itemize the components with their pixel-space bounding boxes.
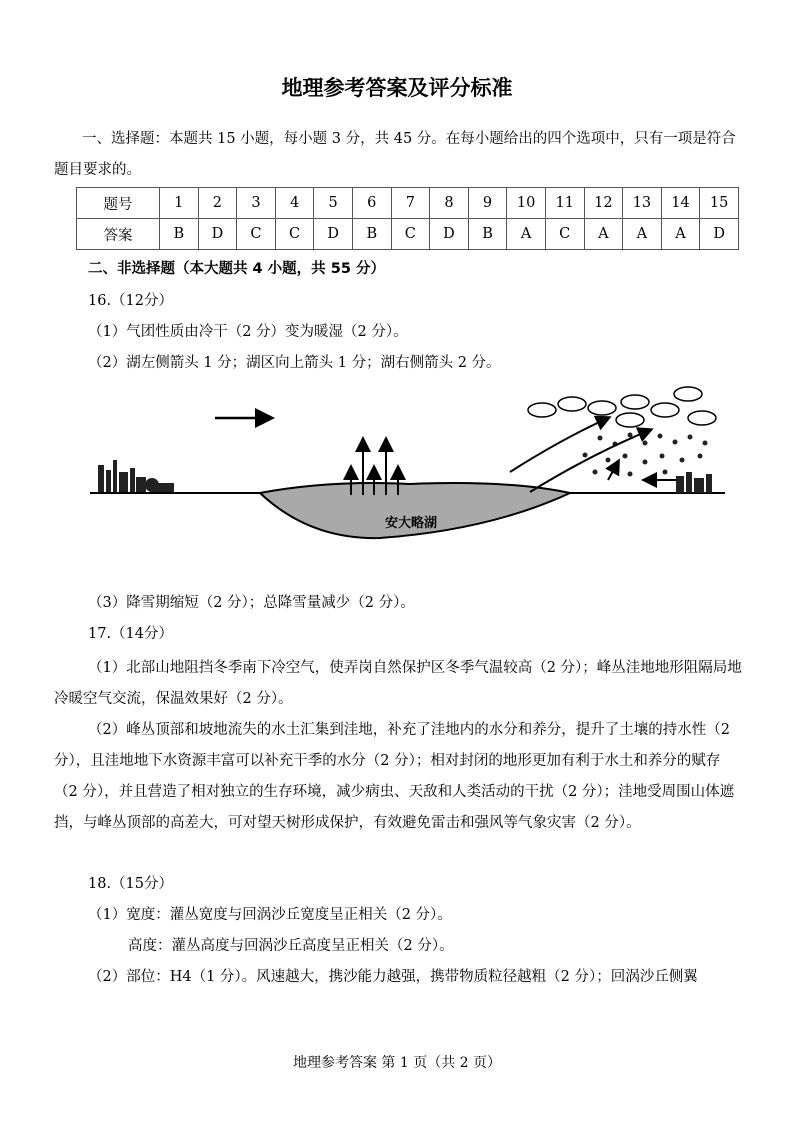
number-cell: 2 (198, 188, 237, 219)
q16-answer-3: （3）降雪期缩短（2 分）；总降雪量减少（2 分）。 (88, 595, 415, 611)
answer-cell: C (545, 219, 584, 250)
town-icon (676, 472, 712, 493)
number-cell: 4 (275, 188, 314, 219)
q18-label: 18.（15分） (88, 876, 174, 892)
number-cell: 1 (160, 188, 199, 219)
part1-intro: 一、选择题：本题共 15 小题，每小题 3 分，共 45 分。在每小题给出的四个选项中，只有一项是符合题目要求的。 (54, 131, 736, 178)
answer-cell: B (468, 219, 507, 250)
number-cell: 15 (700, 188, 739, 219)
number-cell: 12 (584, 188, 623, 219)
q18-answer-1: （1）宽度：灌丛宽度与回涡沙丘宽度呈正相关（2 分）。 (88, 907, 452, 923)
answer-cell: B (352, 219, 391, 250)
number-cell: 5 (314, 188, 353, 219)
lake-effect-diagram (90, 380, 730, 565)
snow-icon (583, 433, 708, 477)
q17-label: 17.（14分） (88, 626, 174, 642)
answer-cell: A (507, 219, 546, 250)
row-label-number: 题号 (77, 188, 160, 219)
answer-cell: A (584, 219, 623, 250)
cloud-icon (528, 387, 716, 427)
table-row-numbers (77, 188, 739, 219)
number-cell: 8 (430, 188, 469, 219)
answer-cell: B (160, 219, 199, 250)
page-footer: 地理参考答案 第 1 页（共 2 页） (292, 1055, 502, 1071)
answer-cell: A (661, 219, 700, 250)
number-cell: 7 (391, 188, 430, 219)
answer-cell: C (237, 219, 276, 250)
q16-answer-2: （2）湖左侧箭头 1 分；湖区向上箭头 1 分；湖右侧箭头 2 分。 (88, 355, 501, 371)
number-cell: 14 (661, 188, 700, 219)
part2-heading: 二、非选择题（本大题共 4 小题，共 55 分） (88, 261, 385, 277)
q16-answer-1: （1）气团性质由冷干（2 分）变为暖湿（2 分）。 (88, 324, 408, 340)
answer-cell: D (198, 219, 237, 250)
q18-answer-2: （2）部位：H4（1 分）。风速越大，携沙能力越强，携带物质粒径越粗（2 分）；回涡沙丘侧翼 (88, 969, 698, 985)
answer-cell: A (623, 219, 662, 250)
number-cell: 11 (545, 188, 584, 219)
answer-table (76, 187, 739, 250)
q18-answer-1b: 高度：灌丛高度与回涡沙丘高度呈正相关（2 分）。 (128, 938, 454, 954)
answer-cell: D (314, 219, 353, 250)
table-row-answers (77, 219, 739, 250)
q16-label: 16.（12分） (88, 293, 174, 309)
number-cell: 6 (352, 188, 391, 219)
q17-answer-2: （2）峰丛顶部和坡地流失的水土汇集到洼地，补充了洼地内的水分和养分，提升了土壤的持水性（2 分），且洼地地下水资源丰富可以补充干季的水分（2 分）；相对封闭的地形更加有利于水土和养分的赋存（2 分），并且营造了相对独立的生存环境，减少病虫、天敌和人类活动的干扰（2 分）；洼地受周围山体遮挡，与峰丛顶部的高差大，可对望天树形成保护，有效避免雷击和强风等气象灾害（2 分）。 (54, 722, 735, 831)
answer-cell: D (430, 219, 469, 250)
number-cell: 10 (507, 188, 546, 219)
number-cell: 3 (237, 188, 276, 219)
number-cell: 13 (623, 188, 662, 219)
row-label-answer: 答案 (77, 219, 160, 250)
lake-label: 安大略湖 (385, 516, 438, 531)
answer-cell: C (391, 219, 430, 250)
number-cell: 9 (468, 188, 507, 219)
answer-cell: C (275, 219, 314, 250)
q17-answer-1: （1）北部山地阻挡冬季南下冷空气，使弄岗自然保护区冬季气温较高（2 分）；峰丛洼地地形阻隔局地冷暖空气交流，保温效果好（2 分）。 (54, 660, 742, 707)
answer-cell: D (700, 219, 739, 250)
rising-air-arrows-icon (510, 418, 680, 492)
factory-icon (98, 460, 174, 493)
page-title: 地理参考答案及评分标准 (281, 76, 513, 100)
